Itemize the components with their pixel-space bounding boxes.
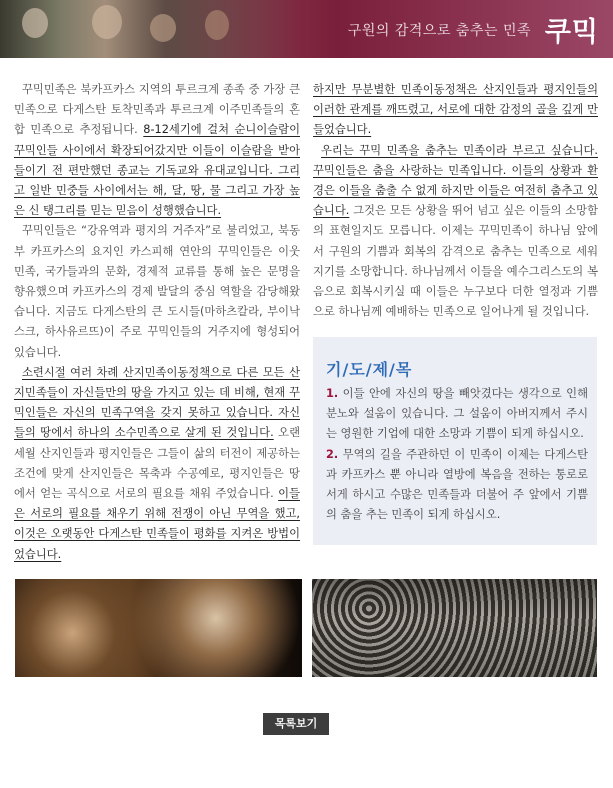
prayer-heading: 기/도/제/목: [326, 360, 413, 379]
header-banner: [0, 0, 613, 58]
underlined-text: 이들은 서로의 필요를 채우기 위해 전쟁이 아닌 무역을 했고, 이것은 오랫동안 다게스탄 민족들이 평화를 지켜온 방법이었습니다.: [14, 487, 300, 561]
right-paragraph-2: [313, 141, 598, 323]
prayer-text: 이들 안에 자신의 땅을 빼앗겼다는 생각으로 인해 분노와 설움이 있습니다. 그 설움이 아버지께서 주시는 영원한 기업에 대한 소망과 기쁨이 되게 하십시오.: [326, 387, 588, 441]
prayer-list: [326, 384, 588, 525]
underlined-text: 우리는 꾸믹 민족을 춤추는 민족이라 부르고 싶습니다. 꾸믹인들은 춤을 사랑하는 민족입니다. 이들의 상황과 환경은 이들을 춤출 수 없게 하지만 이들은 여전히 춤추고 있습니다.: [313, 143, 598, 218]
list-view-button[interactable]: 목록보기: [263, 713, 329, 735]
underlined-text: 하지만 무분별한 민족이동정책은 산지인들과 평지인들의 이러한 관계를 깨뜨렸고, 서로에 대한 감정의 골을 깊게 만들었습니다.: [313, 83, 598, 137]
right-article-column: [313, 80, 598, 322]
prayer-item: [326, 384, 588, 445]
banner-figure: [92, 5, 122, 39]
left-paragraph-3: [14, 363, 300, 565]
text-span: 오랜 세월 산지인들과 평지인들은 그들이 삶의 터전이 제공하는 조건에 맞게 산지인들은 목축과 수공예로, 평지인들은 땅에서 얻는 곡식으로 서로의 필요를 채워 주었습니다.: [14, 426, 300, 501]
underlined-text: 소련시절 여러 차례 산지민족이동정책으로 다른 모든 산지민족들이 자신들만의 땅을 가지고 있는 데 비해, 현재 꾸믹인들은 자신의 민족구역을 갖지 못하고 있습니다. 자신들의 땅에서 하나의 소수민족으로 살게 된 것입니다.: [14, 365, 300, 440]
text-span: 그것은 모든 상황을 뛰어 넘고 싶은 이들의 소망함의 표현일지도 모릅니다. 이제는 꾸믹민족이 하나님 앞에서 구원의 기쁨과 회복의 감격으로 춤추는 민족으로 세워지기를 소망합니다. 하나님께서 이들을 예수그리스도의 복음으로 회복시키실 때 이들은 누구보다 더한 열정과 기쁨으로 하나님께 예배하는 민족으로 일어나게 될 것입니다.: [313, 204, 598, 319]
left-paragraph-2: 꾸믹인들은 “강유역과 평지의 거주자”로 불리었고, 북동부 카프카스의 요지인 카스피해 연안의 꾸믹인들은 이웃 민족, 국가들과의 문화, 경제적 교류를 통해 높은 문명을 향유했으며 카프카스의 경제 발달의 중심 역할을 감당해왔습니다. 지금도 다게스탄의 큰 도시들(마하츠칼라, 부이낙스크, 하사유르뜨)이 주로 꾸믹인들의 거주지에 형성되어 있습니다.: [14, 224, 300, 359]
header-subtitle: 구원의 감격으로 춤추는 민족: [347, 23, 531, 39]
banner-figure: [22, 8, 48, 38]
header-brand: 쿠믹: [544, 17, 599, 48]
left-article-column: [14, 80, 300, 565]
prayer-topics-box: [313, 337, 597, 545]
right-paragraph-1: [313, 80, 598, 141]
banner-figure: [150, 14, 176, 42]
prayer-number: 2.: [326, 447, 339, 461]
prayer-number: 1.: [326, 387, 339, 400]
prayer-item: [326, 445, 588, 526]
text-span: 꾸믹민족은 북카프카스 지역의 투르크계 종족 중 가장 큰 민족으로 다게스탄 토착민족과 투르크계 이주민족들의 혼합 민족으로 추정됩니다.: [14, 83, 300, 137]
dancer-photo: [15, 579, 302, 677]
prayer-text: 무역의 길을 주관하던 이 민족이 이제는 다게스탄과 카프카스 뿐 아니라 열방에 복음을 전하는 통로로 서게 하시고 수많은 민족들과 더불어 주 앞에서 기쁨의 춤을 추는 민족이 되게 하십시오.: [326, 447, 588, 522]
crowd-photo: [312, 579, 597, 677]
left-paragraph-1: [14, 80, 300, 221]
banner-figure: [205, 10, 229, 40]
underlined-text: 8-12세기에 걸쳐 순니이슬람이 꾸믹인들 사이에서 확장되어갔지만 이들이 이슬람을 받아들이기 전 편만했던 종교는 기독교와 유대교입니다. 그리고 일반 민중들 사이에서는 해, 달, 땅, 물 그리고 가장 높은 신 탱그리를 믿는 믿음이 성행했습니다.: [14, 123, 300, 218]
